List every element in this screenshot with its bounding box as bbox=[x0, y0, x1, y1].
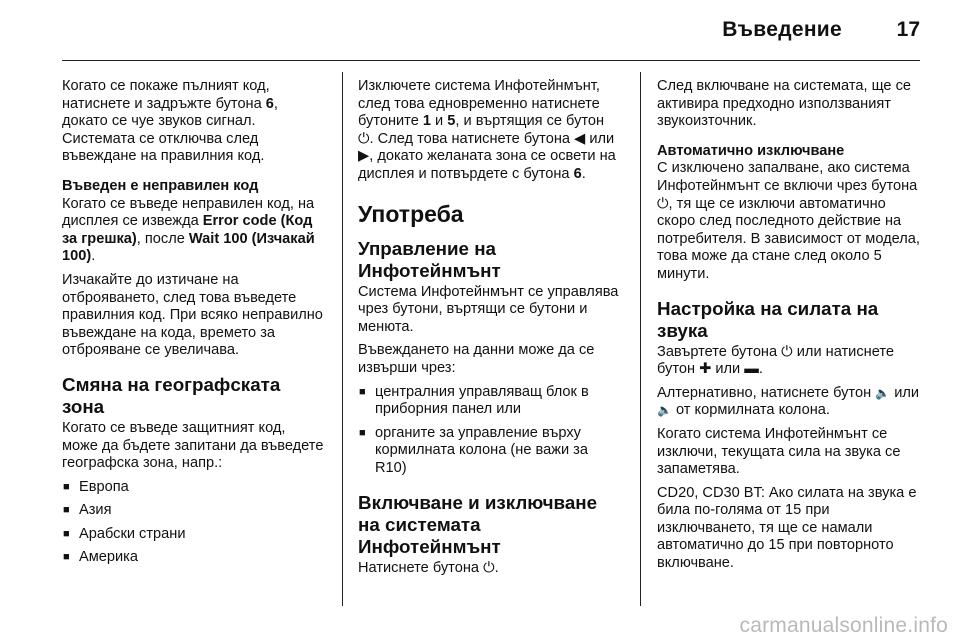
list-item: ■ Арабски страни bbox=[63, 525, 186, 542]
section-title-geo-zone: Смяна на географската зона bbox=[62, 373, 281, 417]
page-header bbox=[62, 16, 920, 46]
minus-icon: ▬ bbox=[744, 361, 759, 378]
paragraph-volume-saved: Когато система Инфотейнмънт се изключи, текущата сила на звука се запаметява. bbox=[657, 425, 901, 478]
column-divider-2 bbox=[640, 72, 641, 606]
paragraph-cd-volume: CD20, CD30 BT: Ако силата на звука е била по-голяма от 15 при изключването, тя ще се намали автоматично до 15 при повторното включване. bbox=[657, 484, 917, 572]
paragraph-volume: Завъртете бутона ⏻ или натиснете бутон ✚ или ▬. bbox=[657, 343, 894, 378]
power-knob-icon: ⏻ bbox=[358, 130, 370, 147]
paragraph-full-code: Когато се покаже пълният код, натиснете и задръжте бутона 6, докато се чуе звуков сигнал. Системата се отключва след въвеждане на правилния код. bbox=[62, 78, 278, 165]
paragraph-geo-zone: Когато се въведе защитният код, може да бъдете запитани да въведете географска зона, напр.: bbox=[62, 419, 324, 472]
section-title-control: Управление на Инфотейнмънт bbox=[358, 237, 501, 281]
zone-list bbox=[62, 479, 325, 567]
paragraph-control: Система Инфотейнмънт се управлява чрез бутони, въртящи се бутони и менюта. bbox=[358, 283, 619, 335]
paragraph-on-off: Натиснете бутона ⏻. bbox=[358, 559, 499, 576]
list-item: ■ Америка bbox=[63, 549, 138, 566]
list-item: ■ Азия bbox=[63, 502, 112, 519]
paragraph-zone-select: Изключете система Инфотейнмънт, след това едновременно натиснете бутоните 1 и 5, и въртящия се бутон ⏻. След това натиснете бутона ◀ или ▶, докато желаната зона се освети на дисплея и потвърдете с бутона 6. bbox=[358, 78, 616, 182]
chapter-title-usage: Употреба bbox=[358, 200, 464, 227]
column-1 bbox=[62, 78, 325, 573]
bullet-icon: ■ bbox=[359, 426, 366, 439]
arrow-right-icon: ▶ bbox=[358, 148, 370, 165]
column-2 bbox=[358, 78, 621, 583]
volume-down-icon: 🔈 bbox=[657, 403, 672, 418]
bullet-icon: ■ bbox=[63, 551, 70, 564]
bullet-icon: ■ bbox=[63, 480, 70, 493]
input-methods-list bbox=[358, 384, 621, 478]
subheading-auto-off: Автоматично изключване bbox=[657, 142, 845, 159]
bullet-icon: ■ bbox=[63, 504, 70, 517]
paragraph-input: Въвеждането на данни може да се извърши чрез: bbox=[358, 342, 595, 376]
section-title-on-off: Включване и изключване на системата Инфотейнмънт bbox=[358, 491, 598, 557]
list-item: ■ органите за управление върху кормилната колона (не важи за R10) bbox=[359, 424, 588, 476]
paragraph-steering-volume: Алтернативно, натиснете бутон 🔈 или 🔈 от кормилната колона. bbox=[657, 384, 920, 419]
watermark: carmanualsonline.info bbox=[739, 614, 948, 637]
column-3 bbox=[657, 78, 920, 579]
bullet-icon: ■ bbox=[63, 527, 70, 540]
volume-up-icon: 🔈 bbox=[875, 385, 891, 400]
section-title-volume: Настройка на силата на звука bbox=[657, 297, 879, 341]
header-divider bbox=[62, 60, 920, 61]
subheading-wrong-code: Въведен е неправилен код bbox=[62, 177, 259, 194]
paragraph-after-on: След включване на системата, ще се активира предходно използваният звукоизточник. bbox=[657, 78, 912, 130]
column-divider-1 bbox=[342, 72, 343, 606]
page-title: Въведение bbox=[722, 18, 842, 41]
power-knob-icon: ⏻ bbox=[483, 559, 495, 576]
power-knob-icon: ⏻ bbox=[657, 195, 669, 212]
bullet-icon: ■ bbox=[359, 385, 366, 398]
plus-icon: ✚ bbox=[699, 361, 712, 378]
power-knob-icon: ⏻ bbox=[781, 343, 793, 360]
list-item: ■ Европа bbox=[63, 478, 129, 495]
list-item: ■ централния управляващ блок в приборния панел или bbox=[359, 383, 589, 418]
arrow-left-icon: ◀ bbox=[574, 130, 586, 147]
paragraph-countdown: Изчакайте до изтичане на отброяването, след това въведете правилния код. При всяко неправилно въвеждане на кода, времето за отброяване се увеличава. bbox=[62, 271, 323, 359]
paragraph-auto-off: С изключено запалване, ако система Инфотейнмънт се включи чрез бутона ⏻, тя ще се изключи автоматично скоро след последното действие на потребителя. В зависимост от модела, това може да стане след около 5 минути. bbox=[657, 160, 920, 282]
page-number: 17 bbox=[896, 18, 920, 41]
paragraph-wrong-code: Когато се въведе неправилен код, на дисплея се извежда Error code (Код за грешка), после Wait 100 (Изчакай 100). bbox=[62, 195, 315, 265]
